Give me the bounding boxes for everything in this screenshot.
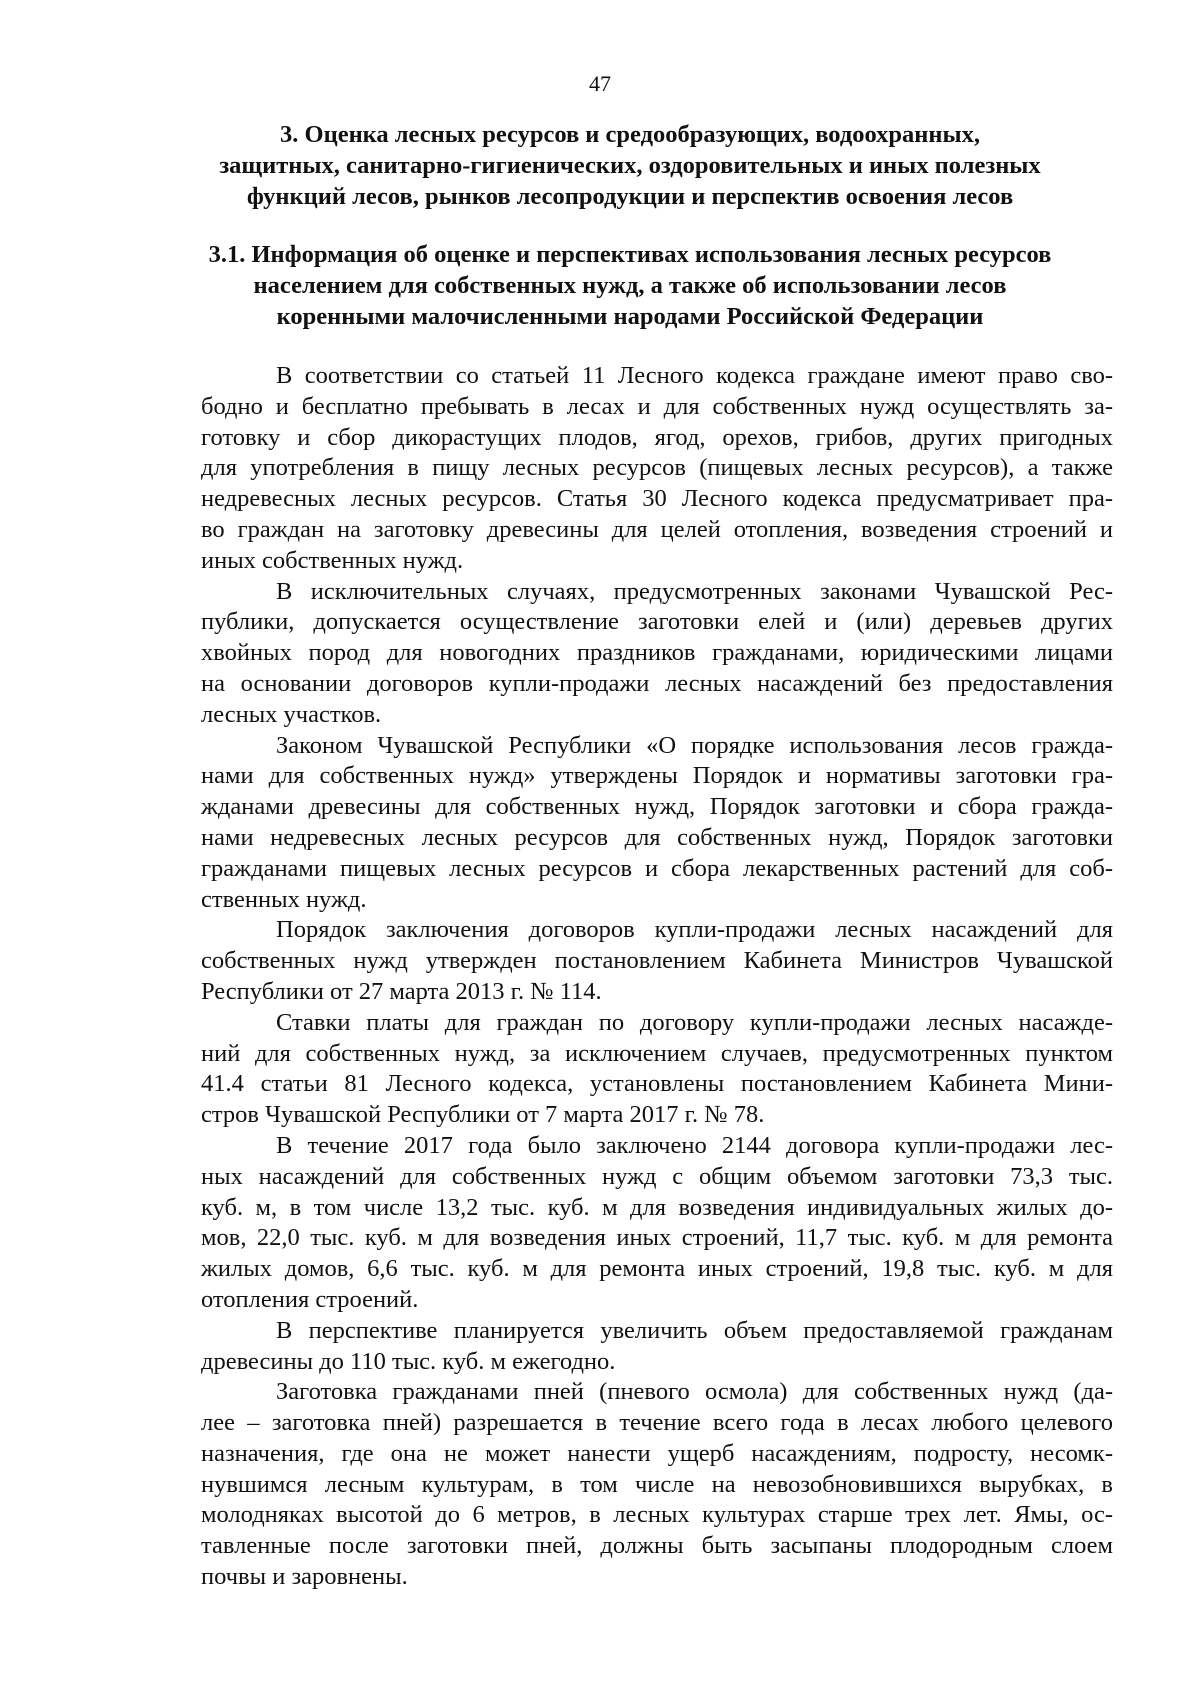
paragraph-stump-harvesting — [201, 1377, 1113, 1593]
text-line: во граждан на заготовку древесины для целей отопления, возведения строений и — [201, 515, 1113, 543]
text-line: бодно и бесплатно пребывать в лесах и для собственных нужд осуществлять за- — [201, 392, 1113, 420]
text-line: собственных нужд утвержден постановлением Кабинета Министров Чувашской — [201, 947, 1113, 975]
text-line: куб. м, в том числе 13,2 тыс. куб. м для возведения индивидуальных жилых до- — [201, 1193, 1113, 1221]
text-line: нами для собственных нужд» утверждены Порядок и нормативы заготовки гра- — [201, 762, 1113, 790]
text-line: гражданами пищевых лесных ресурсов и сбора лекарственных растений для соб- — [201, 854, 1113, 882]
text-line: тавленные после заготовки пней, должны быть засыпаны плодородным слоем — [201, 1532, 1113, 1560]
page-number: 47 — [589, 71, 611, 96]
text-line: стров Чувашской Республики от 7 марта 2017 г. № 78. — [201, 1101, 765, 1129]
paragraph-article-11 — [201, 361, 1113, 577]
text-line: на основании договоров купли-продажи лесных насаждений без предоставления — [201, 669, 1113, 697]
text-line: 41.4 статьи 81 Лесного кодекса, установлены постановлением Кабинета Мини- — [201, 1070, 1113, 1098]
text-line: иных собственных нужд. — [201, 546, 464, 574]
text-line: нувшимся лесным культурам, в том числе на невозобновившихся вырубках, в — [201, 1470, 1113, 1498]
text-line: жилых домов, 6,6 тыс. куб. м для ремонта иных строений, 19,8 тыс. куб. м для — [201, 1255, 1113, 1283]
text-line: нами недревесных лесных ресурсов для собственных нужд, Порядок заготовки — [201, 823, 1113, 851]
section-heading-line: 3. Оценка лесных ресурсов и средообразующих, водоохранных, — [280, 121, 980, 148]
text-line: для употребления в пищу лесных ресурсов (пищевых лесных ресурсов), а также — [201, 454, 1113, 482]
text-line: древесины до 110 тыс. куб. м ежегодно. — [201, 1347, 616, 1375]
paragraph-outlook — [201, 1316, 1113, 1378]
text-line: Заготовка гражданами пней (пневого осмола) для собственных нужд (да- — [276, 1378, 1113, 1406]
section-heading — [150, 119, 1110, 212]
subsection-heading-line: коренными малочисленными народами Российской Федерации — [276, 303, 984, 330]
text-line: лее – заготовка пней) разрешается в течение всего года в лесах любого целевого — [201, 1409, 1113, 1437]
paragraph-exceptional-cases — [201, 577, 1113, 731]
text-line: назначения, где она не может нанести ущерб насаждениям, подросту, несомк- — [201, 1439, 1113, 1467]
text-line: Законом Чувашской Республики «О порядке использования лесов гражда- — [276, 731, 1113, 759]
text-line: Республики от 27 марта 2013 г. № 114. — [201, 977, 602, 1005]
text-line: ний для собственных нужд, за исключением случаев, предусмотренных пунктом — [201, 1039, 1113, 1067]
text-line: молодняках высотой до 6 метров, в лесных культурах старше трех лет. Ямы, ос- — [201, 1501, 1113, 1529]
text-line: В перспективе планируется увеличить объем предоставляемой гражданам — [276, 1316, 1113, 1344]
text-line: почвы и заровнены. — [201, 1563, 408, 1591]
text-line: Ставки платы для граждан по договору купли-продажи лесных насажде- — [276, 1008, 1113, 1036]
text-line: недревесных лесных ресурсов. Статья 30 Лесного кодекса предусматривает пра- — [201, 485, 1113, 513]
subsection-heading-line: населением для собственных нужд, а также об использовании лесов — [253, 272, 1007, 299]
text-line: мов, 22,0 тыс. куб. м для возведения иных строений, 11,7 тыс. куб. м для ремонта — [201, 1224, 1113, 1252]
paragraph-chuvash-law — [201, 731, 1113, 916]
text-line: отопления строений. — [201, 1285, 419, 1313]
paragraph-contract-procedure — [201, 915, 1113, 1007]
section-heading-line: функций лесов, рынков лесопродукции и перспектив освоения лесов — [246, 183, 1014, 210]
text-line: публики, допускается осуществление заготовки елей и (или) деревьев других — [201, 608, 1113, 636]
text-line: лесных участков. — [201, 700, 382, 728]
text-line: В течение 2017 года было заключено 2144 договора купли-продажи лес- — [276, 1131, 1113, 1159]
subsection-heading-line: 3.1. Информация об оценке и перспективах использования лесных ресурсов — [208, 241, 1052, 268]
text-line: ных насаждений для собственных нужд с общим объемом заготовки 73,3 тыс. — [201, 1162, 1113, 1190]
paragraph-2017-contracts — [201, 1131, 1113, 1316]
text-line: жданами древесины для собственных нужд, Порядок заготовки и сбора гражда- — [201, 793, 1113, 821]
paragraph-payment-rates — [201, 1008, 1113, 1131]
text-line: готовку и сбор дикорастущих плодов, ягод, орехов, грибов, других пригодных — [201, 423, 1113, 451]
text-line: хвойных пород для новогодних праздников гражданами, юридическими лицами — [201, 639, 1113, 667]
text-line: Порядок заключения договоров купли-продажи лесных насаждений для — [276, 916, 1113, 944]
section-heading-line: защитных, санитарно-гигиенических, оздоровительных и иных полезных — [219, 152, 1041, 179]
subsection-heading — [150, 239, 1110, 332]
body-text — [201, 361, 1113, 1593]
text-line: В соответствии со статьей 11 Лесного кодекса граждане имеют право сво- — [276, 362, 1113, 389]
text-line: В исключительных случаях, предусмотренных законами Чувашской Рес- — [276, 577, 1113, 605]
text-line: ственных нужд. — [201, 885, 367, 913]
